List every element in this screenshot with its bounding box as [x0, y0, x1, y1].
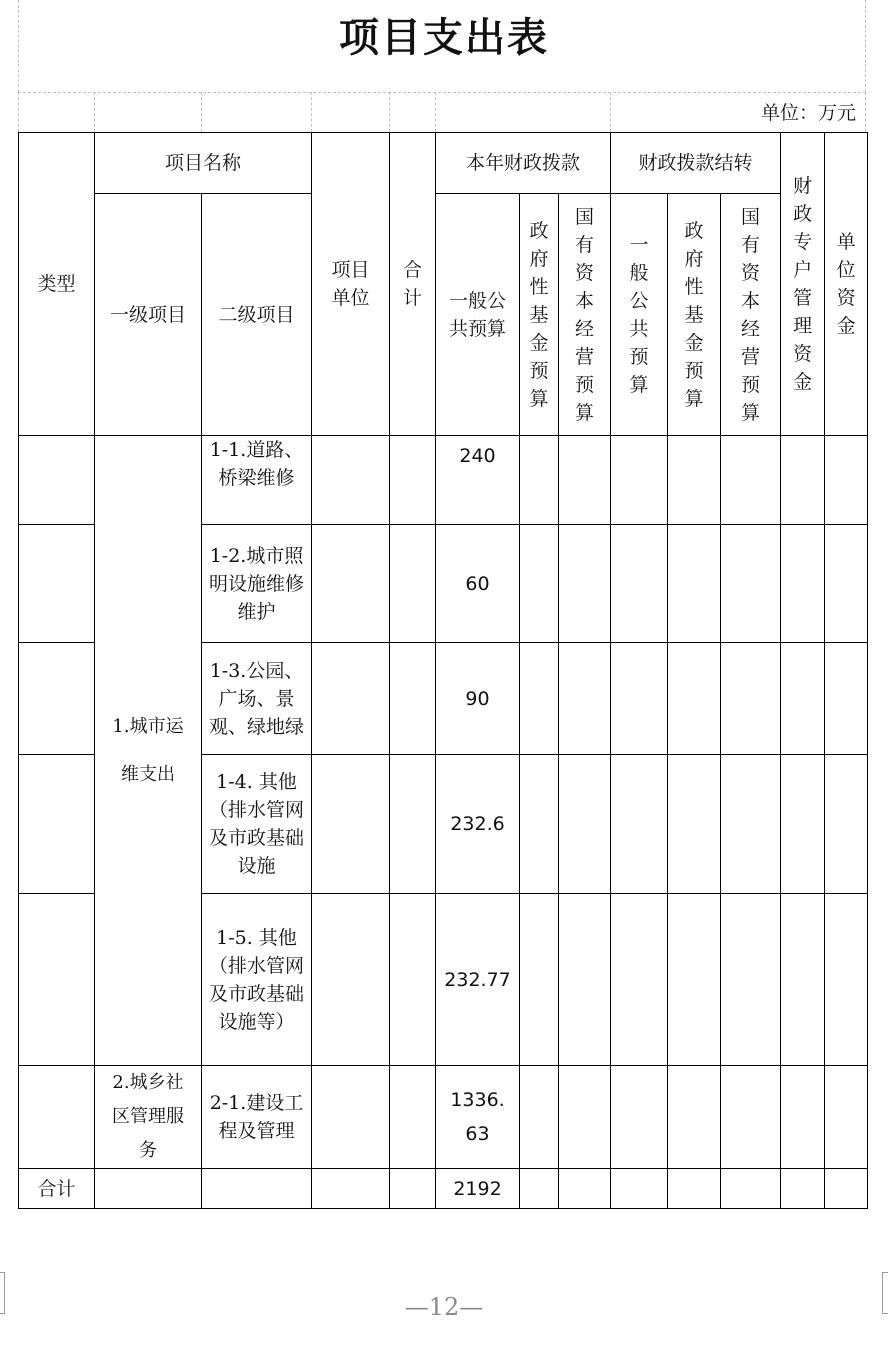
level2-cell	[202, 525, 312, 643]
header-gov-fund-text: 政府性基金预算	[529, 219, 549, 410]
level1-text: 2.城乡社区管理服务	[112, 1072, 184, 1161]
gov-fund-cell	[520, 755, 559, 894]
type-cell	[19, 894, 95, 1066]
total-cell	[390, 894, 436, 1066]
project-unit-cell	[312, 1169, 390, 1209]
level2-cell	[202, 643, 312, 755]
header-level2: 二级项目	[202, 194, 312, 436]
unit-fund-cell	[825, 755, 868, 894]
carry-gov-fund-cell	[668, 436, 721, 525]
project-unit-cell	[312, 894, 390, 1066]
header-type: 类型	[19, 133, 95, 436]
carry-state-capital-cell	[721, 525, 781, 643]
header-gov-fund	[520, 194, 559, 436]
general-budget-cell: 60	[436, 525, 520, 643]
carry-gov-fund-cell	[668, 755, 721, 894]
type-cell	[19, 1066, 95, 1169]
header-unit-fund-text: 单位资金	[836, 231, 856, 337]
general-budget-cell	[436, 1066, 520, 1169]
gov-fund-cell	[520, 1169, 559, 1209]
header-carryover: 财政拨款结转	[611, 133, 781, 194]
header-unit-fund	[825, 133, 868, 436]
unit-row-divider	[435, 92, 436, 132]
state-capital-cell	[559, 1169, 611, 1209]
gov-fund-cell	[520, 525, 559, 643]
special-account-cell	[781, 436, 825, 525]
carry-state-capital-cell	[721, 1169, 781, 1209]
state-capital-cell	[559, 525, 611, 643]
state-capital-cell	[559, 436, 611, 525]
project-unit-cell	[312, 643, 390, 755]
level1-cell	[95, 436, 202, 1066]
carry-state-capital-cell	[721, 894, 781, 1066]
table-row	[19, 1066, 868, 1169]
unit-fund-cell	[825, 1169, 868, 1209]
unit-row-divider	[201, 92, 202, 132]
carry-state-capital-cell	[721, 1066, 781, 1169]
total-cell	[390, 643, 436, 755]
total-cell	[390, 436, 436, 525]
state-capital-cell	[559, 643, 611, 755]
header-carry-gov-fund	[668, 194, 721, 436]
carry-state-capital-cell	[721, 755, 781, 894]
level2-text: 1-2.城市照明设施维修维护	[209, 544, 305, 623]
carry-gov-fund-cell	[668, 525, 721, 643]
unit-row-divider	[94, 92, 95, 132]
general-budget-cell: 240	[436, 436, 520, 525]
gov-fund-cell	[520, 436, 559, 525]
level2-cell	[202, 894, 312, 1066]
project-unit-cell	[312, 436, 390, 525]
gov-fund-cell	[520, 894, 559, 1066]
carry-general-cell	[611, 525, 668, 643]
unit-row	[18, 92, 866, 132]
unit-row-divider	[610, 92, 611, 132]
general-budget-cell: 90	[436, 643, 520, 755]
carry-general-cell	[611, 1066, 668, 1169]
level2-text: 1-5. 其他（排水管网及市政基础设施等）	[209, 926, 305, 1033]
carry-gov-fund-cell	[668, 894, 721, 1066]
header-level1: 一级项目	[95, 194, 202, 436]
carry-gov-fund-cell	[668, 643, 721, 755]
level2-cell	[202, 1169, 312, 1209]
carry-general-cell	[611, 436, 668, 525]
carry-state-capital-cell	[721, 436, 781, 525]
header-total-text: 合计	[403, 259, 423, 309]
special-account-cell	[781, 525, 825, 643]
type-cell	[19, 755, 95, 894]
header-special-account-text: 财政专户管理资金	[793, 175, 813, 393]
gov-fund-cell	[520, 1066, 559, 1169]
level2-cell	[202, 1066, 312, 1169]
type-cell	[19, 643, 95, 755]
special-account-cell	[781, 1066, 825, 1169]
level2-text: 1-1.道路、桥梁维修	[209, 439, 304, 489]
header-project-unit-text: 项目单位	[331, 259, 370, 309]
special-account-cell	[781, 1169, 825, 1209]
page-title: 项目支出表	[339, 14, 549, 61]
special-account-cell	[781, 755, 825, 894]
unit-fund-cell	[825, 894, 868, 1066]
total-cell	[390, 1169, 436, 1209]
header-carry-general-text: 一般公共预算	[629, 233, 649, 396]
total-cell	[390, 755, 436, 894]
total-cell	[390, 525, 436, 643]
carry-general-cell	[611, 643, 668, 755]
header-current-year: 本年财政拨款	[436, 133, 611, 194]
table-row	[19, 436, 868, 525]
level2-text: 1-3.公园、广场、景观、绿地绿	[209, 659, 305, 738]
header-general-budget-text: 一般公共预算	[449, 289, 507, 340]
unit-label: 单位：万元	[760, 102, 856, 124]
total-cell	[390, 1066, 436, 1169]
page-number: —12—	[404, 1293, 484, 1321]
unit-fund-cell	[825, 525, 868, 643]
level1-text: 1.城市运维支出	[112, 715, 184, 785]
unit-row-divider	[311, 92, 312, 132]
gov-fund-cell	[520, 643, 559, 755]
header-special-account	[781, 133, 825, 436]
header-total	[390, 133, 436, 436]
general-budget-text: 1336.63	[450, 1089, 505, 1145]
unit-fund-cell	[825, 436, 868, 525]
carry-general-cell	[611, 755, 668, 894]
general-budget-cell: 232.6	[436, 755, 520, 894]
carry-general-cell	[611, 1169, 668, 1209]
type-cell	[19, 436, 95, 525]
carry-state-capital-cell	[721, 643, 781, 755]
project-unit-cell	[312, 1066, 390, 1169]
unit-row-divider	[389, 92, 390, 132]
unit-fund-cell	[825, 643, 868, 755]
expenditure-table	[18, 132, 868, 1209]
header-project-name: 项目名称	[95, 133, 312, 194]
carry-general-cell	[611, 894, 668, 1066]
header-carry-general	[611, 194, 668, 436]
carry-gov-fund-cell	[668, 1066, 721, 1169]
special-account-cell	[781, 643, 825, 755]
header-project-unit	[312, 133, 390, 436]
project-unit-cell	[312, 755, 390, 894]
carry-gov-fund-cell	[668, 1169, 721, 1209]
header-carry-gov-fund-text: 政府性基金预算	[684, 219, 704, 410]
general-budget-cell: 232.77	[436, 894, 520, 1066]
header-carry-state-capital-text: 国有资本经营预算	[741, 205, 761, 424]
total-row	[19, 1169, 868, 1209]
project-unit-cell	[312, 525, 390, 643]
header-state-capital-text: 国有资本经营预算	[575, 205, 595, 424]
header-general-budget	[436, 194, 520, 436]
level2-cell	[202, 436, 312, 525]
level2-cell	[202, 755, 312, 894]
level1-cell	[95, 1066, 202, 1169]
state-capital-cell	[559, 1066, 611, 1169]
level2-text: 1-4. 其他（排水管网及市政基础设施	[209, 771, 305, 877]
type-cell	[19, 525, 95, 643]
level2-text: 2-1.建设工程及管理	[209, 1092, 304, 1142]
unit-fund-cell	[825, 1066, 868, 1169]
level1-cell	[95, 1169, 202, 1209]
header-carry-state-capital	[721, 194, 781, 436]
state-capital-cell	[559, 755, 611, 894]
state-capital-cell	[559, 894, 611, 1066]
total-label: 合计	[19, 1169, 95, 1209]
header-state-capital	[559, 194, 611, 436]
special-account-cell	[781, 894, 825, 1066]
total-general-budget: 2192	[436, 1169, 520, 1209]
